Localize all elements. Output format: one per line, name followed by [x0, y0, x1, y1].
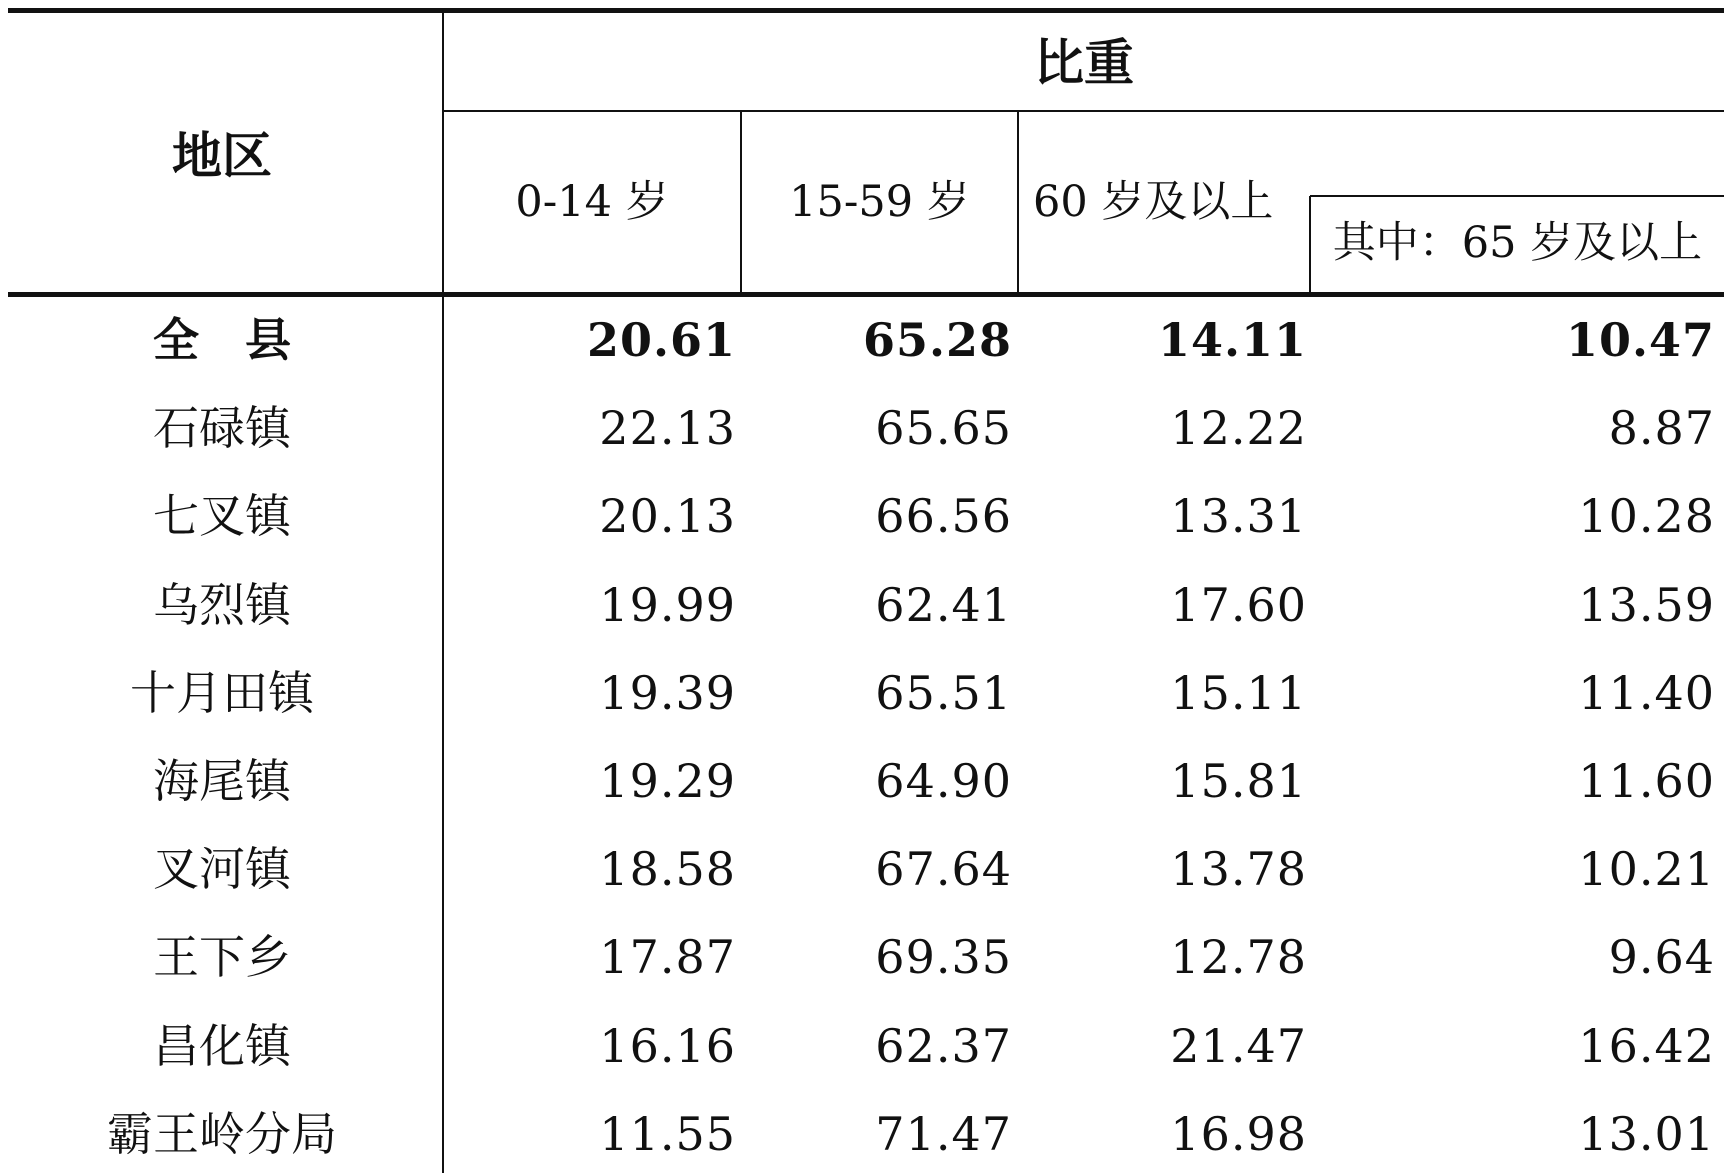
table-cell-value: 12.78 — [1170, 930, 1307, 984]
table-row-region: 全 县 — [153, 313, 291, 367]
header-bottom-rule — [8, 292, 1724, 297]
table-row-region: 十月田镇 — [130, 666, 314, 720]
table-cell-value: 10.47 — [1565, 313, 1715, 367]
table-row-region: 昌化镇 — [153, 1019, 291, 1073]
column-header-65-plus: 其中：65 岁及以上 — [1332, 218, 1703, 268]
table-cell-value: 14.11 — [1157, 313, 1307, 367]
column-header-15-59: 15-59 岁 — [789, 177, 970, 227]
table-row-region: 海尾镇 — [153, 754, 291, 808]
table-cell-value: 12.22 — [1170, 401, 1307, 455]
table-cell-value: 62.37 — [875, 1019, 1012, 1073]
table-cell-value: 13.59 — [1578, 578, 1715, 632]
table-row-region: 石碌镇 — [153, 401, 291, 455]
table-cell-value: 15.81 — [1170, 754, 1307, 808]
table-cell-value: 13.31 — [1170, 489, 1307, 543]
table-cell-value: 17.60 — [1170, 578, 1307, 632]
share-group-header: 比重 — [1034, 34, 1134, 92]
table-cell-value: 19.39 — [599, 666, 736, 720]
table-cell-value: 65.65 — [875, 401, 1012, 455]
table-cell-value: 20.61 — [586, 313, 736, 367]
table-cell-value: 67.64 — [875, 842, 1012, 896]
table-row-region: 叉河镇 — [153, 842, 291, 896]
table-cell-value: 64.90 — [875, 754, 1012, 808]
table-cell-value: 66.56 — [875, 489, 1012, 543]
table-cell-value: 21.47 — [1170, 1019, 1307, 1073]
table-row-region: 霸王岭分局 — [107, 1107, 337, 1161]
table-cell-value: 8.87 — [1608, 401, 1715, 455]
table-cell-value: 65.51 — [875, 666, 1012, 720]
column-header-0-14: 0-14 岁 — [515, 177, 669, 227]
table-cell-value: 22.13 — [599, 401, 736, 455]
table-row-region: 乌烈镇 — [153, 578, 291, 632]
table-cell-value: 15.11 — [1170, 666, 1307, 720]
table-cell-value: 71.47 — [875, 1107, 1012, 1161]
table-cell-value: 17.87 — [599, 930, 736, 984]
group-header-rule — [444, 110, 1724, 112]
sub-column-rule — [1310, 195, 1724, 197]
table-cell-value: 11.40 — [1578, 666, 1715, 720]
region-header: 地区 — [172, 127, 272, 185]
table-cell-value: 13.78 — [1170, 842, 1307, 896]
table-cell-value: 11.55 — [599, 1107, 736, 1161]
column-divider — [1017, 111, 1019, 294]
table-cell-value: 62.41 — [875, 578, 1012, 632]
table-cell-value: 16.42 — [1578, 1019, 1715, 1073]
table-cell-value: 65.28 — [862, 313, 1012, 367]
table-cell-value: 19.29 — [599, 754, 736, 808]
table-cell-value: 13.01 — [1578, 1107, 1715, 1161]
column-header-60-plus: 60 岁及以上 — [1033, 177, 1274, 227]
table-cell-value: 10.21 — [1578, 842, 1715, 896]
table-cell-value: 16.98 — [1170, 1107, 1307, 1161]
table-cell-value: 20.13 — [599, 489, 736, 543]
table-top-rule — [8, 8, 1724, 13]
table-cell-value: 18.58 — [599, 842, 736, 896]
table-cell-value: 16.16 — [599, 1019, 736, 1073]
table-cell-value: 9.64 — [1608, 930, 1715, 984]
table-cell-value: 10.28 — [1578, 489, 1715, 543]
table-cell-value: 69.35 — [875, 930, 1012, 984]
table-row-region: 七叉镇 — [153, 489, 291, 543]
table-cell-value: 11.60 — [1578, 754, 1715, 808]
table-row-region: 王下乡 — [153, 930, 291, 984]
table-cell-value: 19.99 — [599, 578, 736, 632]
